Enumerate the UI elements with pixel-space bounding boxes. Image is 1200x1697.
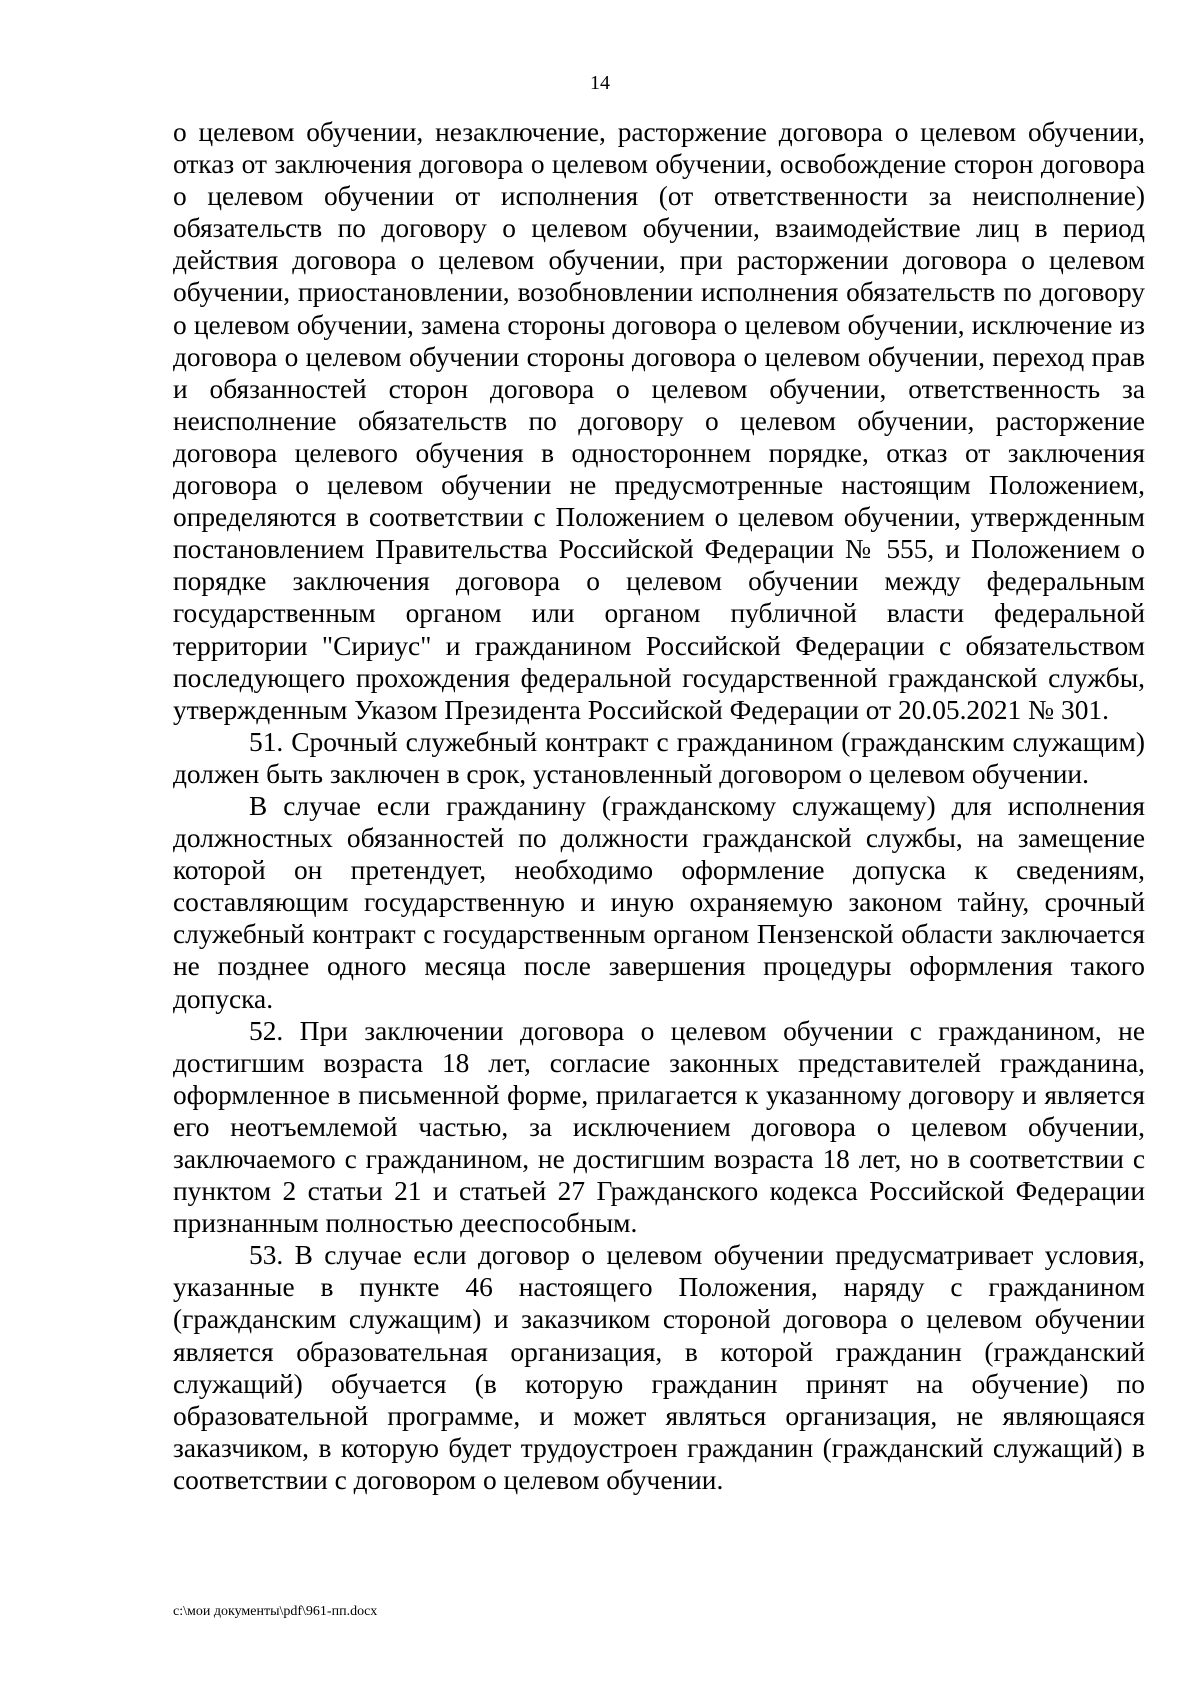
paragraph-51: 51. Срочный служебный контракт с гражданином (гражданским служащим) должен быть заключен в срок, установленный договором о целевом обучении. [173,726,1145,789]
paragraph-52: 52. При заключении договора о целевом обучении с гражданином, не достигшим возраста 18 лет, согласие законных представителей гражданина, оформленное в письменной форме, прилагается к указанному договору и является его неотъемлемой частью, за исключением договора о целевом обучении, заключаемого с гражданином, не достигшим возраста 18 лет, но в соответствии с пунктом 2 статьи 21 и статьей 27 Гражданского кодекса Российской Федерации признанным полностью дееспособным. [173,1015,1145,1239]
paragraph-51-clearance: В случае если гражданину (гражданскому служащему) для исполнения должностных обязанностей по должности гражданской службы, на замещение которой он претендует, необходимо оформление допуска к сведениям, составляющим государственную и иную охраняемую законом тайну, срочный служебный контракт с государственным органом Пензенской области заключается не позднее одного месяца после завершения процедуры оформления такого допуска. [173,790,1145,1014]
page-number: 14 [590,72,610,94]
paragraph-53: 53. В случае если договор о целевом обучении предусматривает условия, указанные в пункте 46 настоящего Положения, наряду с гражданином (гражданским служащим) и заказчиком стороной договора о целевом обучении является образовательная организация, в которой гражданин (гражданский служащий) обучается (в которую гражданин принят на обучение) по образовательной программе, и может являться организация, не являющаяся заказчиком, в которую будет трудоустроен гражданин (гражданский служащий) в соответствии с договором о целевом обучении. [173,1240,1145,1495]
paragraph-continuation: о целевом обучении, незаключение, расторжение договора о целевом обучении, отказ от заключения договора о целевом обучении, освобождение сторон договора о целевом обучении от исполнения (от ответственности за неисполнение) обязательств по договору о целевом обучении, взаимодействие лиц в период действия договора о целевом обучении, при расторжении договора о целевом обучении, приостановлении, возобновлении исполнения обязательств по договору о целевом обучении, замена стороны договора о целевом обучении, исключение из договора о целевом обучении стороны договора о целевом обучении, переход прав и обязанностей сторон договора о целевом обучении, ответственность за неисполнение обязательств по договору о целевом обучении, расторжение договора целевого обучения в одностороннем порядке, отказ от заключения договора о целевом обучении не предусмотренные настоящим Положением, определяются в соответствии с Положением о целевом обучении, утвержденным постановлением Правительства Российской Федерации № 555, и Положением о порядке заключения договора о целевом обучении между федеральным государственным органом или органом публичной власти федеральной территории "Сириус" и гражданином Российской Федерации с обязательством последующего прохождения федеральной государственной гражданской службы, утвержденным Указом Президента Российской Федерации от 20.05.2021 № 301. [173,117,1145,725]
document-body [173,116,1145,1496]
footer-file-path: c:\мои документы\pdf\961-пп.docx [173,1604,378,1619]
